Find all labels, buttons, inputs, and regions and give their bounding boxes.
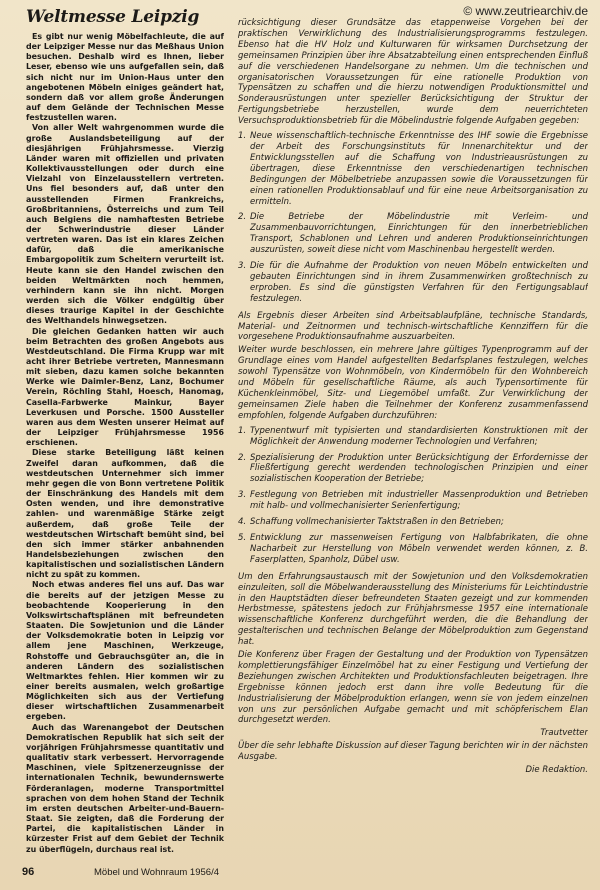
editor-signature: Die Redaktion.: [525, 765, 588, 776]
left-paragraph: [26, 855, 224, 856]
tasks-list: [238, 131, 588, 305]
recommendation-text: Spezialisierung der Produktion unter Berücksichtigung der Erfordernisse der Fließfertigung gerecht werdenden technologischen Prinzipien und einer sozialistischen Kooperation der Betriebe;: [250, 452, 588, 485]
publication-name: Möbel und Wohnraum 1956/4: [94, 867, 219, 878]
task-text: Die für die Aufnahme der Produktion von neuen Möbeln entwickelten und gebauten Einrichtungen sind in ihrem Zusammenwirken großtechnisch zu erproben. Es sind die günstigsten Verfahren für den Fertigungsablauf festzulegen.: [250, 261, 588, 304]
left-paragraph: Es gibt nur wenig Möbelfachleute, die auf der Leipziger Messe nur das Meßhaus Union besuchen. Deshalb wird es Ihnen, lieber Leser, ebenso wie uns aufgefallen sein, daß sich nicht nur im Union-Haus unter den angebotenen Möbeln einiges geändert hat, sondern daß vor allem große Änderungen auf dem Gelände der Technischen Messe festzustellen waren.: [26, 32, 224, 123]
recommendation-text: Entwicklung zur massenweisen Fertigung von Halbfabrikaten, die ohne Nacharbeit zur Herstellung von Möbeln verwendet werden können, z. B. Faserplatten, Spanholz, Dübel usw.: [250, 532, 588, 565]
recommendation-text: Typenentwurf mit typisierten und standardisierten Konstruktionen mit der Möglichkeit der Anwendung moderner Technologien und Verfahren;: [250, 425, 588, 447]
task-number: 3.: [238, 261, 247, 272]
page-number: 96: [22, 866, 35, 878]
right-intro-paragraph: rücksichtigung dieser Grundsätze das etappenweise Vorgehen bei der praktischen Verwirklichung des Industrialisierungsprogramms festzulegen. Ebenso hat die HV Holz und Kulturwaren für wirksamen Durchsetzung der gemeinsamen Prinzipien über ihre Absatzabteilung einen entsprechenden Einfluß auf die verschiedenen Handelsorgane zu nehmen. Um die technischen und organisatorischen Voraussetzungen für eine rationelle Produktion von Typensätzen zu schaffen und die hierzu notwendigen Produktionsmittel und Sonderausrüstungen unter spezieller Berücksichtigung der Struktur der Fertigungsbetriebe herzustellen, wurde dem neuerrichteten Versuchsproduktionsbetrieb für die Möbelindustrie folgende Aufgaben gegeben:: [238, 18, 588, 127]
left-paragraph: Auch das Warenangebot der Deutschen Demokratischen Republik hat sich seit der vorjährigen Frühjahrsmesse quantitativ und qualitativ stark verbessert. Hervorragende Maschinen, viele Spitzenerzeugnisse der internationalen Technik, bewundernswerte Förderanlagen, moderne Transportmittel sprachen von dem hohen Stand der Technik im ersten deutschen Arbeiter-und-Bauern-Staat. Sie zeigten, daß die Forderung der Partei, die kapitalistischen Länder in kürzester Frist auf dem Gebiet der Technik zu überflügeln, durchaus real ist.: [26, 722, 224, 854]
recommendation-number: 5.: [238, 532, 247, 543]
recommendation-number: 3.: [238, 490, 247, 501]
task-text: Die Betriebe der Möbelindustrie mit Verleim- und Zusammenbauvorrichtungen, Einrichtungen für den innerbetrieblichen Transport, Schablonen und Lehren und anderen Produktionseinrichtungen auszurüsten, soweit diese nicht vom Maschinenbau hergestellt werden.: [250, 212, 588, 256]
recommendation-item: [238, 426, 588, 448]
recommendation-number: 2.: [238, 452, 247, 463]
right-middle-paragraph: Als Ergebnis dieser Arbeiten sind Arbeitsablaufpläne, technische Standards, Material- und Zeitnormen und technisch-wirtschaftliche Kennziffern für die vorgesehene Produktionsaufnahme auszuarbeiten.: [238, 310, 588, 343]
left-paragraph: Diese starke Beteiligung läßt keinen Zweifel daran aufkommen, daß die westdeutschen Unternehmer sich immer mehr gegen die von Bonn vertretene Politik der Einschränkung des Handels mit dem Osten wenden, und ihre demonstrative zahlen- und warenmäßige Stärke zeigt außerdem, daß große Teile der westdeutschen Wirtschaft bemüht sind, bei den sich immer stärker anbahnenden Handelsbeziehungen zwischen den kapitalistischen und sozialistischen Ländern nicht zu spät zu kommen.: [26, 448, 224, 580]
recommendation-number: 4.: [238, 517, 247, 528]
recommendation-number: 1.: [238, 425, 247, 436]
recommendation-item: [238, 453, 588, 486]
task-number: 1.: [238, 131, 247, 142]
left-paragraph: Von aller Welt wahrgenommen wurde die große Auslandsbeteiligung auf der diesjährigen Frühjahrsmesse. Vierzig Länder waren mit offiziellen und privaten Kollektivausstellungen oder durch eine Vielzahl von Einzelausstellern vertreten. Uns fiel besonders auf, daß unter den ausstellenden Firmen Frankreichs, Großbritanniens, Österreichs und zum Teil auch Belgiens die namhaftesten Betriebe der Schwerindustrie dieser Länder vertreten waren. Das ist ein klares Zeichen dafür, daß die amerikanische Embargopolitik zum Scheitern verurteilt ist. Heute kann sie den Handel zwischen den beiden Weltmärkten noch hemmen, verhindern kann sie ihn nicht. Morgen werden sich die Völker endgültig über dieses traurige Kapitel in der Geschichte des Welthandels hinwegsetzen.: [26, 123, 224, 326]
closing-note: Über die sehr lebhafte Diskussion auf dieser Tagung berichten wir in der nächsten Ausgabe.: [238, 741, 588, 763]
right-column: [238, 18, 588, 858]
left-paragraph: Die gleichen Gedanken hatten wir auch beim Betrachten des großen Angebots aus Westdeutschland. Die Firma Krupp war mit acht ihrer Betriebe vertreten, Mannesmann mit sieben, dazu kamen solche bekannten Werke wie Daimler-Benz, Lanz, Bochumer Verein, Röchling Stahl, Hoesch, Hanomag, Casella-Farbwerke Mainkur, Bayer Leverkusen und Porsche. 1500 Aussteller waren aus dem Westen unserer Heimat auf der Leipziger Frühjahrsmesse 1956 erschienen.: [26, 326, 224, 448]
task-item: [238, 261, 588, 305]
left-article-body: [26, 32, 224, 856]
author-signature: Trautvetter: [540, 728, 588, 739]
task-number: 2.: [238, 212, 247, 223]
task-text: Neue wissenschaftlich-technische Erkenntnisse des IHF sowie die Ergebnisse der Arbeit des Forschungsinstituts für Innenarchitektur und der Entwicklungsstellen auf die Schaffung von Industrieausrüstungen zu übertragen, diese Erkenntnisse den verschiedenartigen technischen Bedingungen der Möbelbetriebe anzupassen sowie die Voraussetzungen für einen rationellen Produktionsablauf und für eine neue Arbeitsorganisation zu ermitteln.: [250, 131, 588, 207]
watermark: © www.zeutriearchiv.de: [463, 4, 588, 18]
recommendations-list: [238, 426, 588, 566]
page-footer: [22, 866, 582, 882]
right-middle-paragraph: Weiter wurde beschlossen, ein mehrere Jahre gültiges Typenprogramm auf der Grundlage eines vom Handel aufgestellten Bedarfsplanes festzulegen, welches sowohl Typensätze von Wohnmöbeln, von Kindermöbeln für den Wohnbereich und Möbeln für gesellschaftliche Räume, als auch Typensortimente für Küchenkleinmöbel, Sitz- und Liegemöbel umfaßt. Zur Verwirklichung der gemeinsamen Ziele haben die Teilnehmer der Konferenz zusammenfassend empfohlen, folgende Aufgaben durchzuführen:: [238, 345, 588, 421]
recommendation-item: [238, 490, 588, 512]
recommendation-item: [238, 517, 588, 528]
left-paragraph: Noch etwas anderes fiel uns auf. Das war die bereits auf der jetzigen Messe zu beobachtende Kooperierung in den Volkswirtschaftsplänen mit befreundeten Staaten. Die Sowjetunion und die Länder der Volksdemokratie boten in Leipzig vor allem jene Maschinen, Werkzeuge, Rohstoffe und Gebrauchsgüter an, die in anderen Ländern des sozialistischen Weltmarktes fehlen. Hier kommen wir zu einer bereits ausmalen, welch großartige Möglichkeiten sich aus der Vertiefung dieser wirtschaftlichen Zusammenarbeit ergeben.: [26, 580, 224, 722]
task-item: [238, 212, 588, 256]
recommendation-text: Festlegung von Betrieben mit industrieller Massenproduktion und Betrieben mit halb- und vollmechanisierter Serienfertigung;: [250, 490, 588, 512]
recommendation-item: [238, 533, 588, 566]
article-headline: Weltmesse Leipzig: [26, 7, 200, 27]
right-closing-paragraph: Um den Erfahrungsaustausch mit der Sowjetunion und den Volksdemokratien einzuleiten, soll die Möbelwanderausstellung des Ministeriums für Leichtindustrie in den Hauptstädten dieser befreundeten Staaten gezeigt und zur kommenden Herbstmesse, spätestens jedoch zur Frühjahrsmesse 1957 eine internationale wissenschaftliche Konferenz durchgeführt werden, die die Behandlung der gestalterischen und technischen Belange der Möbelproduktion zum Gegenstand hat.: [238, 571, 588, 648]
task-item: [238, 131, 588, 207]
left-column: [26, 6, 224, 856]
recommendation-text: Schaffung vollmechanisierter Taktstraßen in den Betrieben;: [250, 517, 504, 528]
right-closing-paragraph: Die Konferenz über Fragen der Gestaltung und der Produktion von Typensätzen komplettierungsfähiger Einzelmöbel hat zu einer Festigung und Vertiefung der Beziehungen zwischen Architekten und Produktionsfachleuten beigetragen. Ihre Ergebnisse können jedoch erst dann ihre volle Bedeutung für die Industrialisierung der Möbelproduktion erlangen, wenn sie von jedem einzelnen von uns zur persönlichen Aufgabe gemacht und mit schöpferischem Elan durchgesetzt werden.: [238, 650, 588, 726]
